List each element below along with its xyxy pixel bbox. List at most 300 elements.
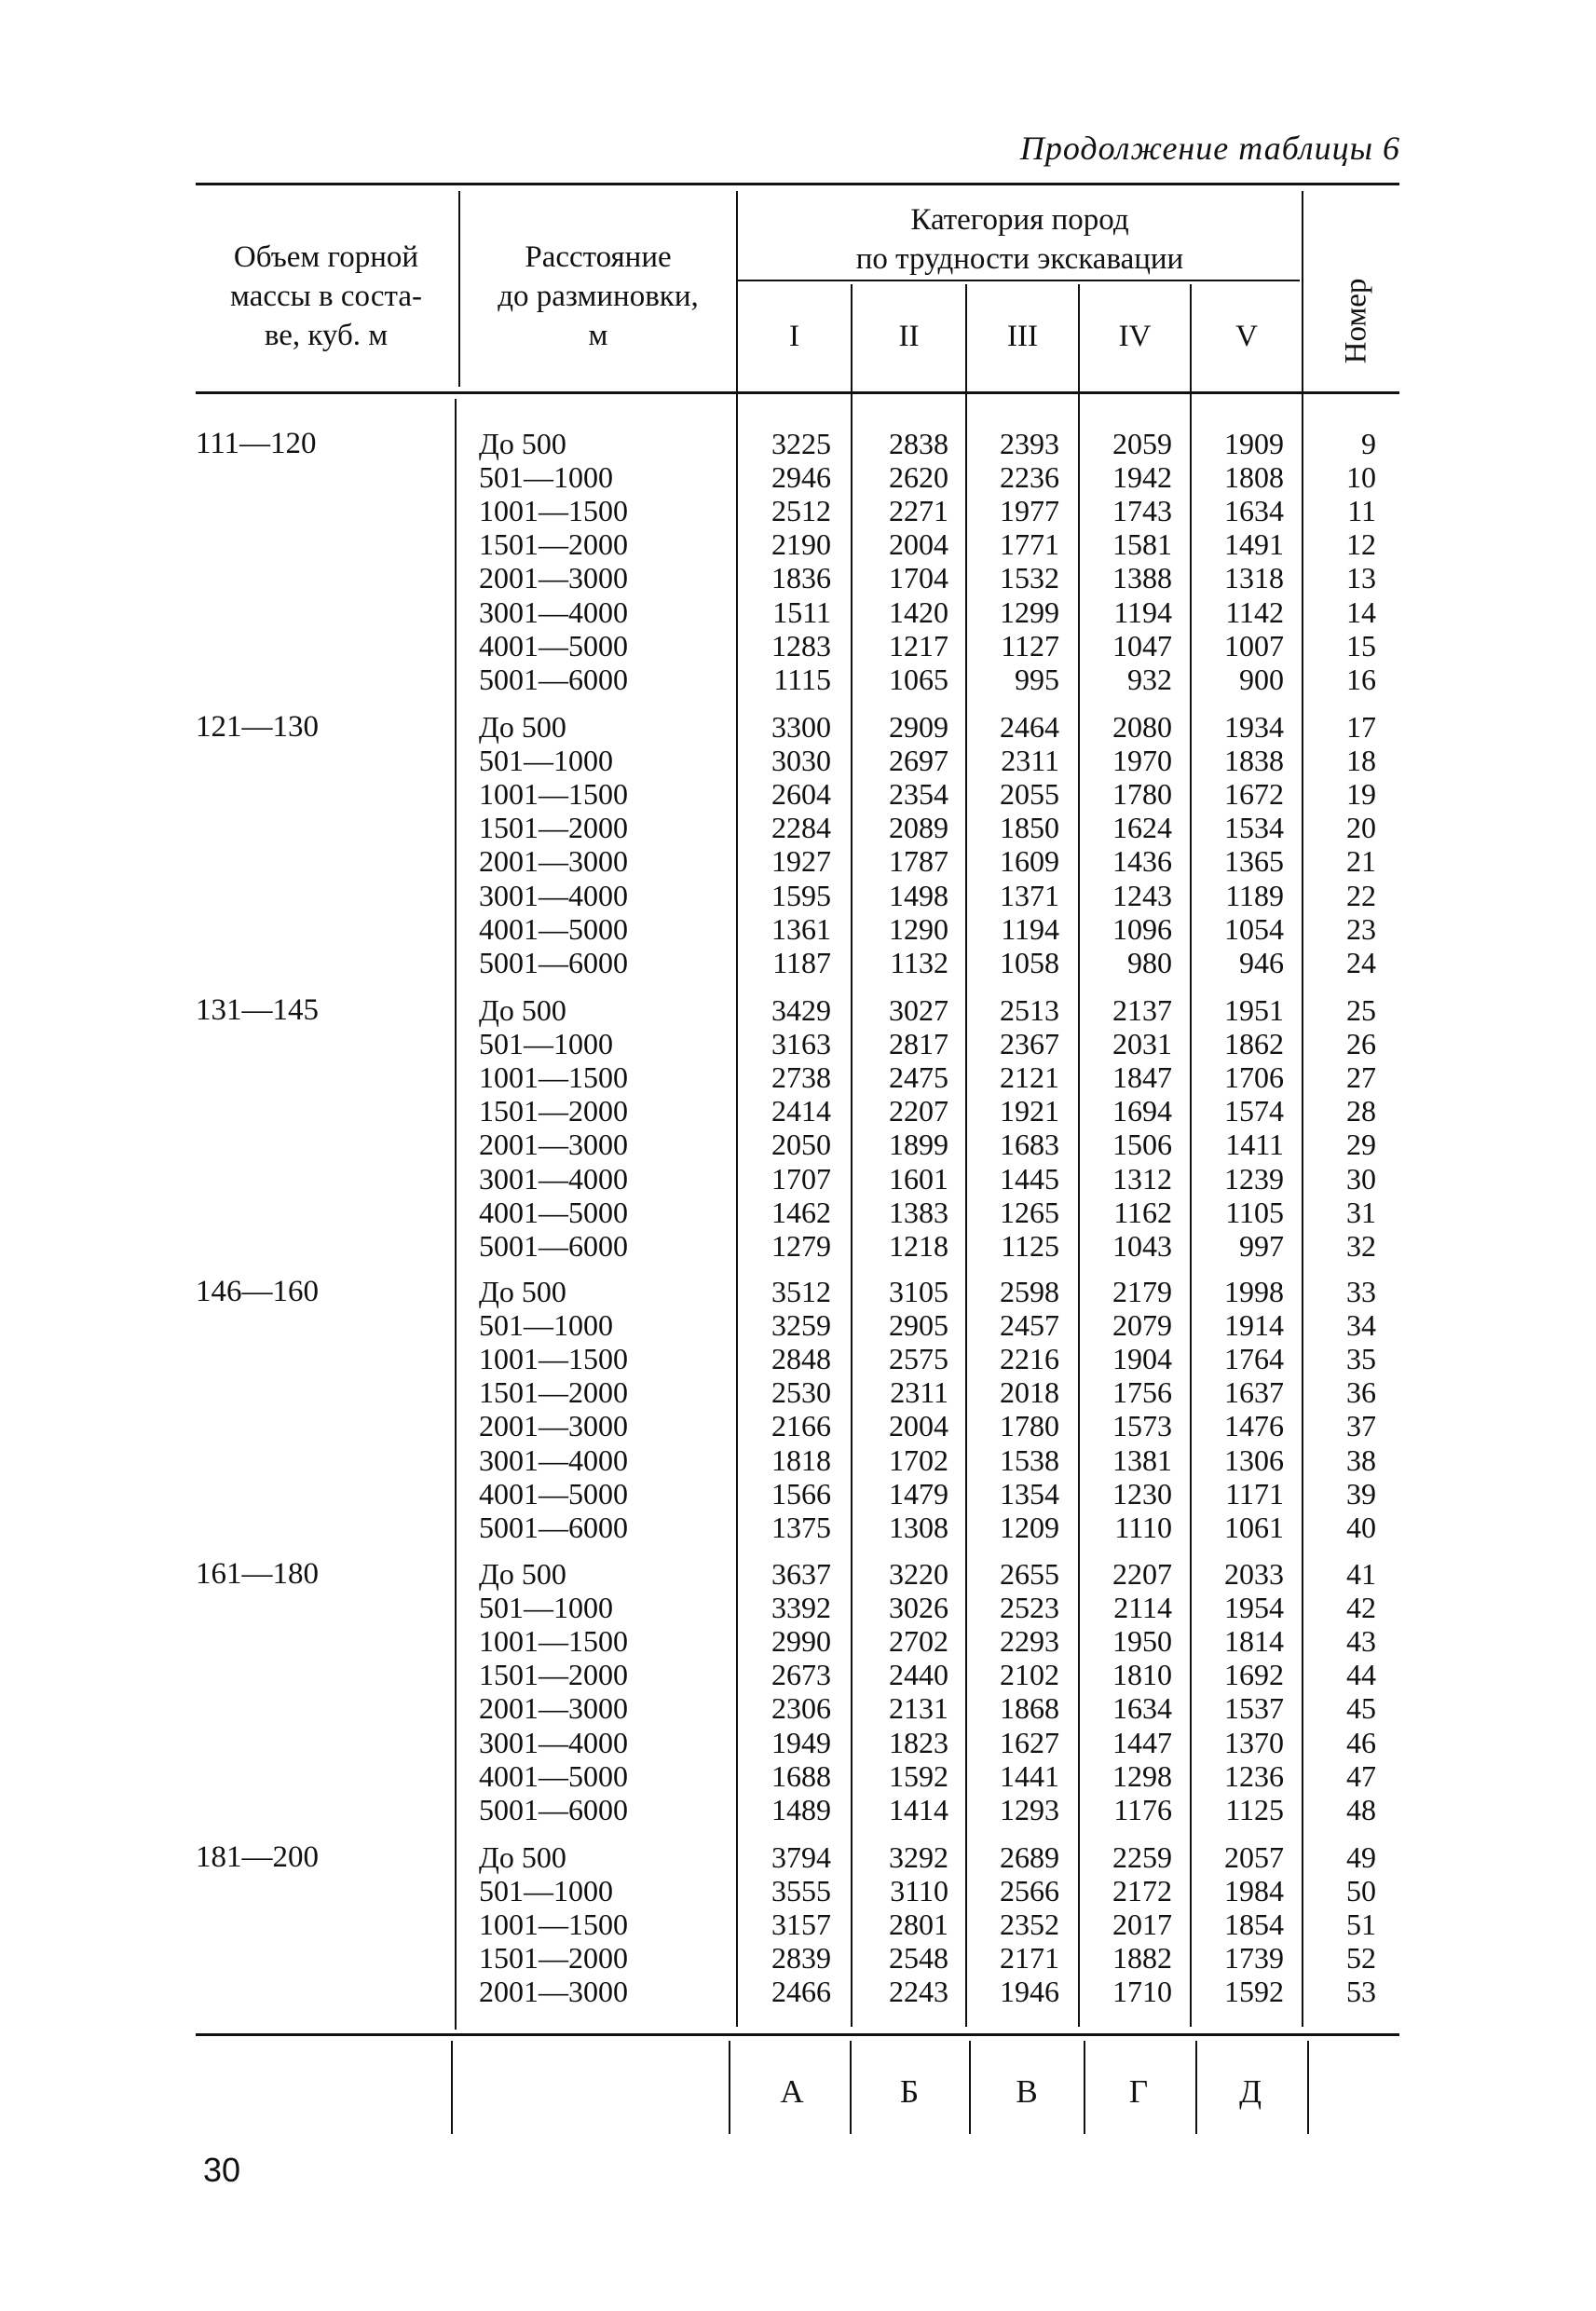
value-cell-cat-2: 1899 bbox=[889, 1128, 948, 1162]
distance-cell: 3001—4000 bbox=[479, 1161, 628, 1196]
value-cell-cat-2: 1308 bbox=[889, 1510, 948, 1544]
value-cell-cat-4: 1950 bbox=[1112, 1624, 1172, 1659]
header-category-line: Категория пород bbox=[910, 203, 1129, 237]
volume-range: 146—160 bbox=[196, 1275, 319, 1308]
table-row bbox=[0, 1908, 1596, 1941]
row-number-cell: 32 bbox=[1346, 1228, 1376, 1263]
distance-cell: До 500 bbox=[479, 1275, 566, 1308]
footer-letter-v: В bbox=[1016, 2073, 1038, 2110]
value-cell-cat-5: 2033 bbox=[1224, 1557, 1284, 1591]
table-row bbox=[0, 879, 1596, 912]
value-cell-cat-1: 3555 bbox=[771, 1874, 831, 1908]
value-cell-cat-4: 1381 bbox=[1112, 1443, 1172, 1477]
value-cell-cat-3: 2566 bbox=[1000, 1874, 1059, 1908]
distance-cell: 2001—3000 bbox=[479, 1409, 628, 1443]
table-row bbox=[0, 1658, 1596, 1691]
value-cell-cat-3: 1538 bbox=[1000, 1443, 1059, 1477]
top-rule bbox=[196, 183, 1399, 185]
table-row bbox=[0, 1840, 1596, 1874]
value-cell-cat-4: 1710 bbox=[1112, 1975, 1172, 2009]
table-row bbox=[0, 1759, 1596, 1793]
value-cell-cat-3: 1977 bbox=[1000, 494, 1059, 528]
distance-cell: 501—1000 bbox=[479, 744, 613, 778]
row-number-cell: 16 bbox=[1346, 662, 1376, 696]
value-cell-cat-1: 3637 bbox=[771, 1557, 831, 1591]
row-number-cell: 37 bbox=[1346, 1409, 1376, 1443]
row-number-cell: 13 bbox=[1346, 561, 1376, 595]
value-cell-cat-2: 3027 bbox=[889, 993, 948, 1027]
value-cell-cat-4: 1882 bbox=[1112, 1941, 1172, 1976]
value-cell-cat-3: 1946 bbox=[1000, 1975, 1059, 2009]
value-cell-cat-3: 1445 bbox=[1000, 1161, 1059, 1196]
value-cell-cat-1: 1511 bbox=[772, 595, 831, 629]
value-cell-cat-1: 2284 bbox=[771, 811, 831, 845]
distance-cell: До 500 bbox=[479, 710, 566, 744]
row-number-cell: 36 bbox=[1346, 1375, 1376, 1410]
distance-cell: 5001—6000 bbox=[479, 1792, 628, 1826]
value-cell-cat-1: 1115 bbox=[773, 662, 831, 696]
row-number-cell: 26 bbox=[1346, 1027, 1376, 1061]
value-cell-cat-5: 946 bbox=[1239, 945, 1284, 979]
table-row bbox=[0, 777, 1596, 811]
header-volume bbox=[196, 238, 457, 355]
table-row bbox=[0, 1308, 1596, 1342]
value-cell-cat-3: 1354 bbox=[1000, 1476, 1059, 1511]
value-cell-cat-5: 1476 bbox=[1224, 1409, 1284, 1443]
value-cell-cat-2: 2697 bbox=[889, 744, 948, 778]
value-cell-cat-5: 1934 bbox=[1224, 710, 1284, 744]
row-number-cell: 20 bbox=[1346, 811, 1376, 845]
distance-cell: 501—1000 bbox=[479, 460, 613, 495]
distance-cell: 3001—4000 bbox=[479, 1443, 628, 1477]
distance-cell: 4001—5000 bbox=[479, 1195, 628, 1229]
value-cell-cat-1: 2604 bbox=[771, 777, 831, 812]
header-roman-1: I bbox=[789, 320, 799, 353]
value-cell-cat-1: 1818 bbox=[771, 1443, 831, 1477]
distance-cell: 1501—2000 bbox=[479, 527, 628, 562]
row-number-cell: 51 bbox=[1346, 1908, 1376, 1942]
value-cell-cat-4: 2079 bbox=[1112, 1308, 1172, 1343]
footer-letter-b: Б bbox=[899, 2073, 920, 2110]
table-row bbox=[0, 1094, 1596, 1128]
value-cell-cat-5: 1061 bbox=[1224, 1510, 1284, 1544]
table-row bbox=[0, 1511, 1596, 1544]
value-cell-cat-2: 2131 bbox=[889, 1691, 948, 1726]
volume-range: 121—130 bbox=[196, 710, 319, 744]
value-cell-cat-2: 2838 bbox=[889, 427, 948, 460]
table-caption: Продолжение таблицы 6 bbox=[1019, 130, 1400, 167]
value-cell-cat-1: 2990 bbox=[771, 1624, 831, 1659]
foot-rule-4 bbox=[969, 2041, 971, 2134]
table-row bbox=[0, 912, 1596, 946]
table-row bbox=[0, 1162, 1596, 1196]
table-row bbox=[0, 1975, 1596, 2008]
value-cell-cat-1: 1707 bbox=[771, 1161, 831, 1196]
value-cell-cat-3: 2236 bbox=[1000, 460, 1059, 495]
value-cell-cat-1: 1489 bbox=[771, 1792, 831, 1826]
value-cell-cat-5: 1365 bbox=[1224, 844, 1284, 879]
foot-rule-5 bbox=[1084, 2041, 1085, 2134]
value-cell-cat-2: 2354 bbox=[889, 777, 948, 812]
row-number-cell: 10 bbox=[1346, 460, 1376, 495]
value-cell-cat-3: 1293 bbox=[1000, 1792, 1059, 1826]
distance-cell: 1501—2000 bbox=[479, 811, 628, 845]
value-cell-cat-2: 1414 bbox=[889, 1792, 948, 1826]
foot-rule-7 bbox=[1307, 2041, 1309, 2134]
value-cell-cat-4: 2137 bbox=[1112, 993, 1172, 1027]
header-roman-5: V bbox=[1235, 320, 1258, 353]
value-cell-cat-2: 1498 bbox=[889, 878, 948, 912]
value-cell-cat-1: 3512 bbox=[771, 1275, 831, 1308]
value-cell-cat-2: 1592 bbox=[889, 1758, 948, 1793]
value-cell-cat-2: 1787 bbox=[889, 844, 948, 879]
value-cell-cat-4: 1904 bbox=[1112, 1342, 1172, 1376]
table-row bbox=[0, 494, 1596, 527]
table-row bbox=[0, 1060, 1596, 1094]
row-number-cell: 21 bbox=[1346, 844, 1376, 879]
row-number-cell: 12 bbox=[1346, 527, 1376, 562]
value-cell-cat-1: 3392 bbox=[771, 1591, 831, 1625]
header-roman-4: IV bbox=[1118, 320, 1152, 353]
value-cell-cat-2: 3292 bbox=[889, 1840, 948, 1874]
volume-range: 181—200 bbox=[196, 1840, 319, 1874]
value-cell-cat-5: 1739 bbox=[1224, 1941, 1284, 1976]
foot-rule-1 bbox=[451, 2041, 453, 2134]
value-cell-cat-3: 2689 bbox=[1000, 1840, 1059, 1874]
value-cell-cat-2: 2702 bbox=[889, 1624, 948, 1659]
value-cell-cat-4: 1506 bbox=[1112, 1128, 1172, 1162]
value-cell-cat-4: 1756 bbox=[1112, 1375, 1172, 1410]
distance-cell: 1501—2000 bbox=[479, 1658, 628, 1692]
value-cell-cat-5: 1370 bbox=[1224, 1725, 1284, 1759]
value-cell-cat-5: 1637 bbox=[1224, 1375, 1284, 1410]
value-cell-cat-5: 997 bbox=[1239, 1228, 1284, 1263]
value-cell-cat-4: 1230 bbox=[1112, 1476, 1172, 1511]
value-cell-cat-5: 2057 bbox=[1224, 1840, 1284, 1874]
value-cell-cat-5: 1814 bbox=[1224, 1624, 1284, 1659]
value-cell-cat-2: 2620 bbox=[889, 460, 948, 495]
distance-cell: 2001—3000 bbox=[479, 1128, 628, 1162]
value-cell-cat-5: 1239 bbox=[1224, 1161, 1284, 1196]
distance-cell: 1001—1500 bbox=[479, 1624, 628, 1659]
distance-cell: 3001—4000 bbox=[479, 595, 628, 629]
distance-cell: До 500 bbox=[479, 1557, 566, 1591]
value-cell-cat-4: 1847 bbox=[1112, 1060, 1172, 1095]
value-cell-cat-5: 1914 bbox=[1224, 1308, 1284, 1343]
value-cell-cat-1: 3163 bbox=[771, 1027, 831, 1061]
value-cell-cat-5: 1142 bbox=[1225, 595, 1284, 629]
distance-cell: До 500 bbox=[479, 993, 566, 1027]
header-roman-2: II bbox=[898, 320, 920, 353]
value-cell-cat-4: 1047 bbox=[1112, 628, 1172, 663]
table-row bbox=[0, 1128, 1596, 1161]
header-bottom-rule bbox=[196, 391, 1399, 394]
table-row bbox=[0, 629, 1596, 663]
value-cell-cat-2: 3026 bbox=[889, 1591, 948, 1625]
value-cell-cat-3: 2352 bbox=[1000, 1908, 1059, 1942]
value-cell-cat-1: 2673 bbox=[771, 1658, 831, 1692]
row-number-cell: 52 bbox=[1346, 1941, 1376, 1976]
value-cell-cat-3: 2464 bbox=[1000, 710, 1059, 744]
value-cell-cat-2: 1132 bbox=[890, 945, 948, 979]
table-row bbox=[0, 1941, 1596, 1975]
value-cell-cat-1: 3157 bbox=[771, 1908, 831, 1942]
row-number-cell: 14 bbox=[1346, 595, 1376, 629]
volume-range: 111—120 bbox=[196, 427, 317, 460]
value-cell-cat-4: 1634 bbox=[1112, 1691, 1172, 1726]
value-cell-cat-1: 2946 bbox=[771, 460, 831, 495]
distance-cell: 1001—1500 bbox=[479, 1060, 628, 1095]
row-number-cell: 31 bbox=[1346, 1195, 1376, 1229]
value-cell-cat-2: 1290 bbox=[889, 911, 948, 946]
row-number-cell: 22 bbox=[1346, 878, 1376, 912]
footer-letter-a: А bbox=[780, 2073, 804, 2110]
distance-cell: 1001—1500 bbox=[479, 1342, 628, 1376]
value-cell-cat-4: 1436 bbox=[1112, 844, 1172, 879]
table-row bbox=[0, 1027, 1596, 1060]
footer-letter-d: Д bbox=[1239, 2073, 1262, 2110]
value-cell-cat-4: 1447 bbox=[1112, 1725, 1172, 1759]
value-cell-cat-1: 3259 bbox=[771, 1308, 831, 1343]
distance-cell: 1001—1500 bbox=[479, 777, 628, 812]
value-cell-cat-5: 1854 bbox=[1224, 1908, 1284, 1942]
distance-cell: 2001—3000 bbox=[479, 844, 628, 879]
row-number-cell: 30 bbox=[1346, 1161, 1376, 1196]
value-cell-cat-1: 2306 bbox=[771, 1691, 831, 1726]
value-cell-cat-2: 1704 bbox=[889, 561, 948, 595]
value-cell-cat-5: 1491 bbox=[1224, 527, 1284, 562]
value-cell-cat-5: 1692 bbox=[1224, 1658, 1284, 1692]
value-cell-cat-4: 1176 bbox=[1113, 1792, 1172, 1826]
row-number-cell: 19 bbox=[1346, 777, 1376, 812]
table-row bbox=[0, 1229, 1596, 1263]
row-number-cell: 45 bbox=[1346, 1691, 1376, 1726]
value-cell-cat-5: 1592 bbox=[1224, 1975, 1284, 2009]
value-cell-cat-1: 1283 bbox=[771, 628, 831, 663]
table-row bbox=[0, 1591, 1596, 1624]
row-number-cell: 29 bbox=[1346, 1128, 1376, 1162]
value-cell-cat-3: 2513 bbox=[1000, 993, 1059, 1027]
value-cell-cat-4: 2031 bbox=[1112, 1027, 1172, 1061]
value-cell-cat-1: 2166 bbox=[771, 1409, 831, 1443]
header-number: Номер bbox=[1339, 278, 1373, 364]
value-cell-cat-2: 2905 bbox=[889, 1308, 948, 1343]
foot-rule-3 bbox=[850, 2041, 852, 2134]
value-cell-cat-5: 1236 bbox=[1224, 1758, 1284, 1793]
foot-rule-6 bbox=[1195, 2041, 1197, 2134]
value-cell-cat-4: 1810 bbox=[1112, 1658, 1172, 1692]
table-row bbox=[0, 527, 1596, 561]
value-cell-cat-1: 2190 bbox=[771, 527, 831, 562]
value-cell-cat-4: 1581 bbox=[1112, 527, 1172, 562]
table-row bbox=[0, 1726, 1596, 1759]
value-cell-cat-1: 1462 bbox=[771, 1195, 831, 1229]
volume-range: 161—180 bbox=[196, 1557, 319, 1591]
value-cell-cat-2: 1823 bbox=[889, 1725, 948, 1759]
value-cell-cat-2: 2575 bbox=[889, 1342, 948, 1376]
header-distance bbox=[460, 238, 736, 355]
distance-cell: До 500 bbox=[479, 427, 566, 460]
value-cell-cat-2: 3110 bbox=[890, 1874, 948, 1908]
table-row bbox=[0, 1196, 1596, 1229]
table-row bbox=[0, 844, 1596, 878]
value-cell-cat-1: 2530 bbox=[771, 1375, 831, 1410]
value-cell-cat-3: 2311 bbox=[1001, 744, 1059, 778]
value-cell-cat-1: 1566 bbox=[771, 1476, 831, 1511]
distance-cell: 501—1000 bbox=[479, 1027, 613, 1061]
value-cell-cat-4: 1312 bbox=[1112, 1161, 1172, 1196]
value-cell-cat-3: 1299 bbox=[1000, 595, 1059, 629]
value-cell-cat-2: 1383 bbox=[889, 1195, 948, 1229]
row-number-cell: 47 bbox=[1346, 1758, 1376, 1793]
value-cell-cat-4: 2114 bbox=[1113, 1591, 1172, 1625]
value-cell-cat-4: 2207 bbox=[1112, 1557, 1172, 1591]
body-bottom-rule bbox=[196, 2033, 1399, 2036]
row-number-cell: 50 bbox=[1346, 1874, 1376, 1908]
value-cell-cat-5: 1007 bbox=[1224, 628, 1284, 663]
value-cell-cat-3: 1441 bbox=[1000, 1758, 1059, 1793]
row-number-cell: 44 bbox=[1346, 1658, 1376, 1692]
value-cell-cat-5: 1534 bbox=[1224, 811, 1284, 845]
row-number-cell: 15 bbox=[1346, 628, 1376, 663]
header-volume-line: ве, куб. м bbox=[264, 319, 389, 352]
value-cell-cat-5: 1984 bbox=[1224, 1874, 1284, 1908]
value-cell-cat-5: 1189 bbox=[1225, 878, 1284, 912]
table-row bbox=[0, 1691, 1596, 1725]
value-cell-cat-1: 1836 bbox=[771, 561, 831, 595]
distance-cell: До 500 bbox=[479, 1840, 566, 1874]
value-cell-cat-2: 2817 bbox=[889, 1027, 948, 1061]
distance-cell: 501—1000 bbox=[479, 1591, 613, 1625]
footer-letter-g: Г bbox=[1128, 2073, 1149, 2110]
value-cell-cat-1: 1927 bbox=[771, 844, 831, 879]
value-cell-cat-4: 1243 bbox=[1112, 878, 1172, 912]
table-row bbox=[0, 663, 1596, 696]
value-cell-cat-3: 2121 bbox=[1000, 1060, 1059, 1095]
table-row bbox=[0, 561, 1596, 595]
value-cell-cat-4: 980 bbox=[1127, 945, 1172, 979]
value-cell-cat-3: 1771 bbox=[1000, 527, 1059, 562]
value-cell-cat-5: 1054 bbox=[1224, 911, 1284, 946]
table-row bbox=[0, 1874, 1596, 1908]
table-row bbox=[0, 993, 1596, 1027]
value-cell-cat-2: 1702 bbox=[889, 1443, 948, 1477]
value-cell-cat-5: 1998 bbox=[1224, 1275, 1284, 1308]
value-cell-cat-5: 1951 bbox=[1224, 993, 1284, 1027]
value-cell-cat-1: 3225 bbox=[771, 427, 831, 460]
value-cell-cat-3: 1683 bbox=[1000, 1128, 1059, 1162]
distance-cell: 2001—3000 bbox=[479, 561, 628, 595]
value-cell-cat-3: 1127 bbox=[1001, 628, 1059, 663]
table-row bbox=[0, 1793, 1596, 1826]
value-cell-cat-4: 1743 bbox=[1112, 494, 1172, 528]
header-distance-line: до разминовки, bbox=[498, 280, 699, 313]
row-number-cell: 28 bbox=[1346, 1094, 1376, 1128]
row-number-cell: 35 bbox=[1346, 1342, 1376, 1376]
table-row bbox=[0, 595, 1596, 629]
value-cell-cat-2: 1065 bbox=[889, 662, 948, 696]
page-number: 30 bbox=[203, 2151, 241, 2189]
distance-cell: 1501—2000 bbox=[479, 1094, 628, 1128]
value-cell-cat-4: 2059 bbox=[1112, 427, 1172, 460]
value-cell-cat-4: 1162 bbox=[1113, 1195, 1172, 1229]
value-cell-cat-2: 1479 bbox=[889, 1476, 948, 1511]
value-cell-cat-3: 2293 bbox=[1000, 1624, 1059, 1659]
value-cell-cat-3: 1125 bbox=[1001, 1228, 1059, 1263]
row-number-cell: 49 bbox=[1346, 1840, 1376, 1874]
row-number-cell: 11 bbox=[1347, 494, 1376, 528]
row-number-cell: 39 bbox=[1346, 1476, 1376, 1511]
value-cell-cat-3: 2393 bbox=[1000, 427, 1059, 460]
table-row bbox=[0, 1375, 1596, 1409]
header-distance-line: Расстояние bbox=[525, 240, 672, 274]
value-cell-cat-3: 2102 bbox=[1000, 1658, 1059, 1692]
value-cell-cat-4: 1573 bbox=[1112, 1409, 1172, 1443]
header-category-line: по трудности экскавации bbox=[855, 242, 1184, 276]
value-cell-cat-4: 932 bbox=[1127, 662, 1172, 696]
foot-rule-2 bbox=[729, 2041, 730, 2134]
value-cell-cat-4: 1970 bbox=[1112, 744, 1172, 778]
value-cell-cat-1: 1688 bbox=[771, 1758, 831, 1793]
distance-cell: 501—1000 bbox=[479, 1874, 613, 1908]
value-cell-cat-3: 2367 bbox=[1000, 1027, 1059, 1061]
value-cell-cat-3: 995 bbox=[1015, 662, 1059, 696]
value-cell-cat-2: 2440 bbox=[889, 1658, 948, 1692]
value-cell-cat-5: 1706 bbox=[1224, 1060, 1284, 1095]
value-cell-cat-5: 1838 bbox=[1224, 744, 1284, 778]
value-cell-cat-3: 1194 bbox=[1001, 911, 1059, 946]
value-cell-cat-4: 1388 bbox=[1112, 561, 1172, 595]
row-number-cell: 40 bbox=[1346, 1510, 1376, 1544]
value-cell-cat-4: 2259 bbox=[1112, 1840, 1172, 1874]
value-cell-cat-5: 1764 bbox=[1224, 1342, 1284, 1376]
value-cell-cat-3: 1371 bbox=[1000, 878, 1059, 912]
value-cell-cat-1: 2738 bbox=[771, 1060, 831, 1095]
distance-cell: 1001—1500 bbox=[479, 1908, 628, 1942]
value-cell-cat-3: 2523 bbox=[1000, 1591, 1059, 1625]
table-row bbox=[0, 1409, 1596, 1443]
value-cell-cat-1: 1187 bbox=[772, 945, 831, 979]
row-number-cell: 18 bbox=[1346, 744, 1376, 778]
value-cell-cat-4: 1043 bbox=[1112, 1228, 1172, 1263]
distance-cell: 5001—6000 bbox=[479, 945, 628, 979]
distance-cell: 1501—2000 bbox=[479, 1375, 628, 1410]
row-number-cell: 25 bbox=[1346, 993, 1376, 1027]
distance-cell: 3001—4000 bbox=[479, 1725, 628, 1759]
distance-cell: 5001—6000 bbox=[479, 1228, 628, 1263]
header-volume-line: массы в соста- bbox=[230, 280, 422, 313]
value-cell-cat-5: 1125 bbox=[1225, 1792, 1284, 1826]
distance-cell: 4001—5000 bbox=[479, 1758, 628, 1793]
table-row bbox=[0, 1443, 1596, 1477]
value-cell-cat-2: 2089 bbox=[889, 811, 948, 845]
table-row bbox=[0, 710, 1596, 744]
distance-cell: 5001—6000 bbox=[479, 1510, 628, 1544]
value-cell-cat-5: 1537 bbox=[1224, 1691, 1284, 1726]
value-cell-cat-5: 1574 bbox=[1224, 1094, 1284, 1128]
value-cell-cat-3: 1627 bbox=[1000, 1725, 1059, 1759]
volume-range: 131—145 bbox=[196, 993, 319, 1027]
value-cell-cat-3: 1209 bbox=[1000, 1510, 1059, 1544]
value-cell-cat-3: 1780 bbox=[1000, 1409, 1059, 1443]
value-cell-cat-2: 2801 bbox=[889, 1908, 948, 1942]
row-number-cell: 33 bbox=[1346, 1275, 1376, 1308]
table-row bbox=[0, 1342, 1596, 1375]
distance-cell: 2001—3000 bbox=[479, 1975, 628, 2009]
row-number-cell: 46 bbox=[1346, 1725, 1376, 1759]
value-cell-cat-5: 1909 bbox=[1224, 427, 1284, 460]
value-cell-cat-5: 1105 bbox=[1225, 1195, 1284, 1229]
